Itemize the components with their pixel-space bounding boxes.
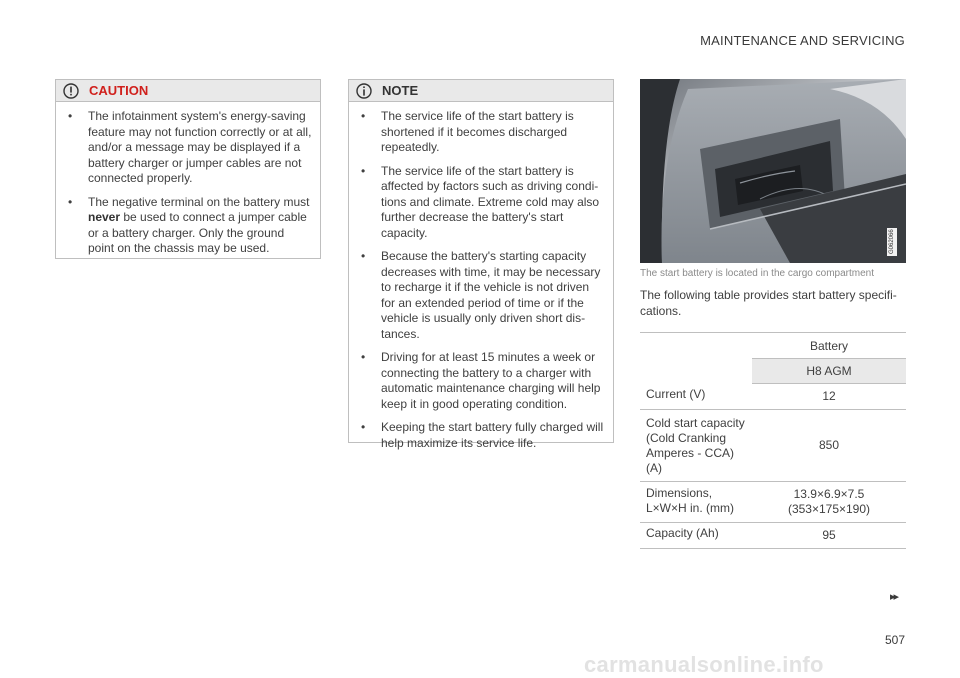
intro-paragraph: The following table provides start battery specifi-cations.	[640, 288, 897, 318]
table-subheader-row	[640, 359, 906, 384]
caution-box	[55, 79, 321, 259]
table-subheader-model: H8 AGM	[752, 359, 906, 384]
page-number: 507	[884, 633, 905, 647]
table-row: Capacity (Ah) 95	[640, 523, 906, 549]
table-row: Dimensions, L×W×H in. (mm) 13.9×6.9×7.5 (353×175×190)	[640, 482, 906, 523]
table-header-battery: Battery	[752, 333, 906, 359]
emphasis-never: never	[88, 210, 121, 224]
next-page-arrow-icon[interactable]: ▸▸	[890, 591, 898, 603]
watermark: carmanualsonline.info	[584, 652, 824, 677]
caution-list	[56, 102, 320, 267]
note-header	[349, 80, 613, 102]
dimensions-imperial: 13.9×6.9×7.5	[793, 487, 865, 501]
figure-caption: The start battery is located in the cargo compartment	[640, 268, 874, 279]
list-item: • The service life of the start battery is shortened if it becomes discharged repeatedly.	[361, 109, 574, 154]
list-item: • Driving for at least 15 minutes a week or connecting the battery to a charger with automatic maintenance charging will help keep it in good operating condition.	[361, 350, 601, 411]
list-item: • Keeping the start battery fully charged will help maximize its service life.	[361, 420, 604, 450]
caution-header	[56, 80, 320, 102]
cargo-compartment-photo	[640, 79, 906, 263]
note-list	[349, 102, 613, 461]
dimensions-metric: (353×175×190)	[787, 502, 871, 516]
table-row: Current (V) 12	[640, 384, 906, 410]
list-item: • The infotainment system's energy-saving feature may not function correctly or at all, and/or a message may be displayed if a battery charger or jumper cables are not connected properly.	[68, 109, 312, 185]
info-icon	[356, 83, 372, 99]
figure-id: G062066	[889, 229, 895, 255]
warning-icon	[63, 83, 79, 99]
table-header-row	[640, 333, 906, 359]
table-row: Cold start capacity (Cold Cranking Amperes - CCA) (A) 850	[640, 410, 906, 482]
battery-spec-table	[640, 332, 906, 549]
caution-title: CAUTION	[89, 83, 149, 98]
list-item: • The service life of the start battery is affected by factors such as driving condi-tions and climate. Extreme cold may also further decrease the battery's start capacity.	[361, 163, 600, 240]
list-item: • Because the battery's starting capacity decreases with time, it may be necessary to recharge it if the vehicle is not driven for an extended period of time or if the vehicle is usually only driven short dis-tances.	[361, 249, 601, 341]
section-title: MAINTENANCE AND SERVICING	[700, 33, 905, 48]
list-item: • The negative terminal on the battery must never be used to connect a jumper cable or a battery charger. Only the ground point on the chassis may be used.	[68, 194, 310, 255]
note-box	[348, 79, 614, 450]
note-title: NOTE	[382, 83, 419, 98]
